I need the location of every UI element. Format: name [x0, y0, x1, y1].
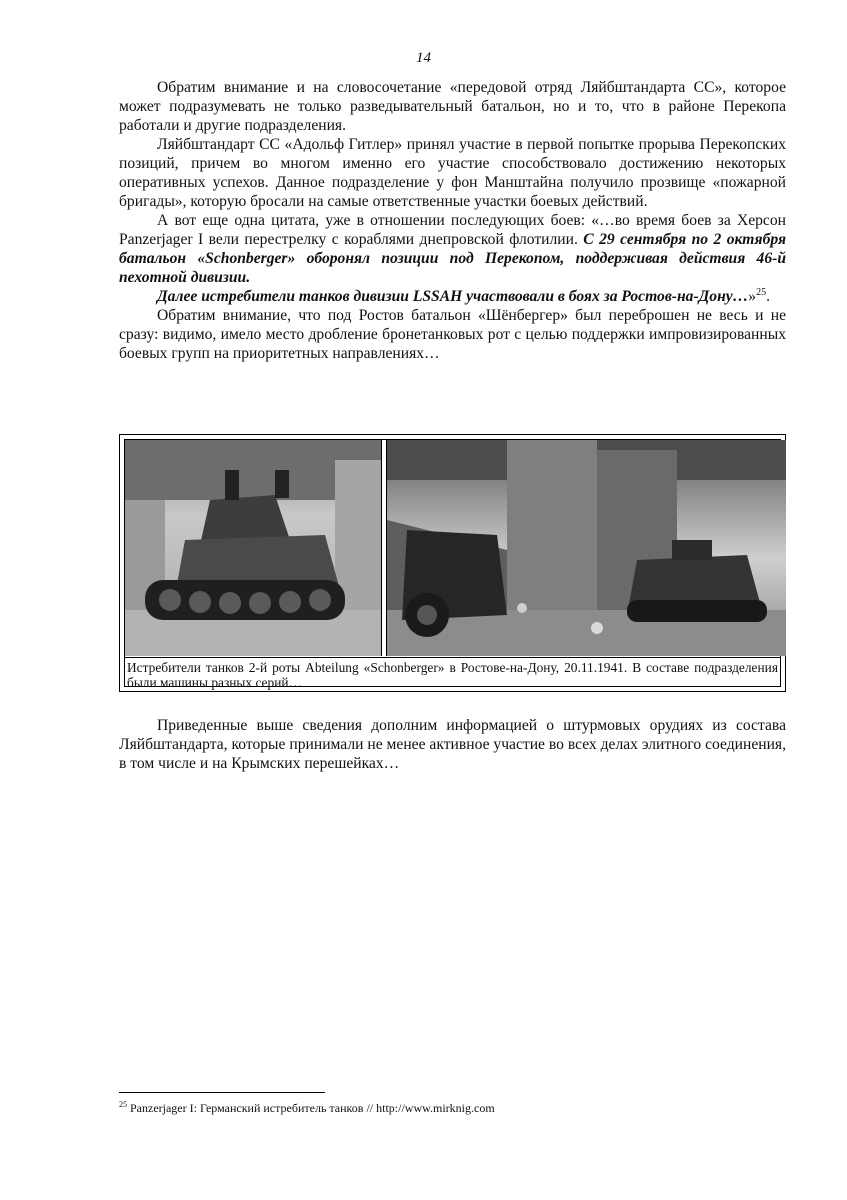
quote-continuation-paragraph	[119, 287, 786, 306]
figure	[119, 434, 786, 692]
quote-intro: А вот еще одна цитата, уже в отношении последующих боев: «…во время боев за Херсон Panzerjager I вели перестрелку с кораблями днепровской флотилии.	[119, 212, 786, 248]
quote-end: .	[766, 288, 770, 305]
footnote-number: 25	[119, 1100, 127, 1109]
paragraph-1: Обратим внимание и на словосочетание «передовой отряд Ляйбштандарта СС», которое может подразумевать не только разведывательный батальон, но и то, что в районе Перекопа работали и другие подразделения.	[119, 79, 786, 134]
footnote-separator	[119, 1092, 325, 1093]
paragraph-4: Приведенные выше сведения дополним информацией о штурмовых орудиях из состава Ляйбштандарта, которые принимали не менее активное участие во всех делах элитного соединения, в том числе и на Крымских перешейках…	[119, 717, 786, 772]
figure-caption: Истребители танков 2-й роты Abteilung «Schonberger» в Ростове-на-Дону, 20.11.1941. В составе подразделения были машины разных серий…	[127, 660, 778, 690]
page-number: 14	[416, 50, 431, 66]
quote-continuation: Далее истребители танков дивизии LSSAH участвовали в боях за Ростов-на-Дону…	[157, 288, 749, 305]
caption-divider	[125, 657, 780, 658]
figure-frame	[124, 439, 781, 690]
tank-photo-right	[387, 440, 786, 656]
tank-photo-right-image	[387, 440, 786, 656]
main-text-continued	[119, 716, 786, 773]
tank-photo-left-image	[125, 440, 381, 656]
quote-closing: »	[748, 288, 757, 305]
footnote-text: Panzerjager I: Германский истребитель танков // http://www.mirknig.com	[127, 1101, 495, 1115]
paragraph-3: Обратим внимание, что под Ростов батальон «Шёнбергер» был переброшен не весь и не сразу: видимо, имело место дробление бронетанковых рот с целью поддержки импровизированных боевых групп на приоритетных направлениях…	[119, 307, 786, 362]
quote-emphasis: С 29 сентября по 2 октября батальон «Schonberger» оборонял позиции под Перекопом, поддерживая действия 46-й пехотной дивизии.	[119, 231, 786, 286]
footnote-reference[interactable]: 25	[756, 286, 767, 298]
main-text	[119, 78, 786, 363]
footnote	[119, 1101, 786, 1116]
quote-paragraph	[119, 211, 786, 287]
tank-photo-left	[125, 440, 381, 656]
paragraph-2: Ляйбштандарт СС «Адольф Гитлер» принял участие в первой попытке прорыва Перекопских позиций, причем во многом именно его участие способствовало достижению некоторых оперативных успехов. Данное подразделение у фон Манштайна получило прозвище «пожарной бригады», которую бросали на самые ответственные участки боевых действий.	[119, 136, 786, 210]
